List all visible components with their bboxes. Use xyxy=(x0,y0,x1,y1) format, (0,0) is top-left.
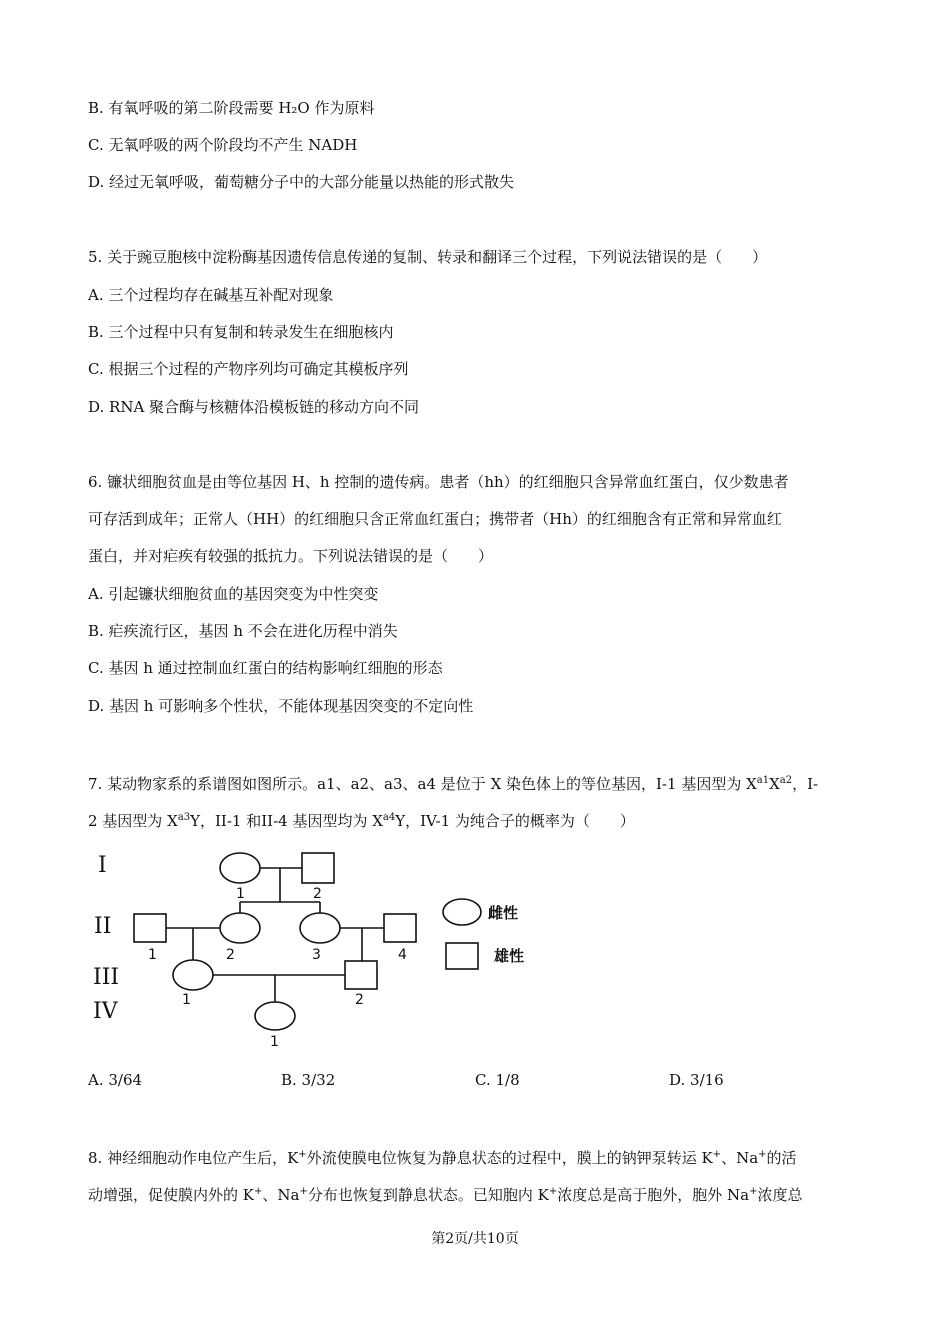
individual-ii-1-male xyxy=(134,914,166,942)
label-i-1: 1 xyxy=(236,886,245,902)
label-ii-1: 1 xyxy=(148,947,157,963)
q7-option-a: A. 3/64 xyxy=(88,1071,143,1089)
q7-stem-line1: 7. 某动物家系的系谱图如图所示。a1、a2、a3、a4 是位于 X 染色体上的等位基因，I-1 基因型为 $X^{a1}X^{a2}$，I- xyxy=(88,775,819,793)
gen-label-iii: III xyxy=(93,965,120,990)
individual-ii-2-female xyxy=(220,913,260,943)
legend-male-label: 雄性 xyxy=(494,947,525,965)
legend-female-symbol xyxy=(443,899,481,925)
q4-option-d: D. 经过无氧呼吸，葡萄糖分子中的大部分能量以热能的形式散失 xyxy=(88,173,515,191)
q5-stem: 5. 关于豌豆胞核中淀粉酶基因遗传信息传递的复制、转录和翻译三个过程，下列说法错误的是（ ） xyxy=(88,248,768,266)
individual-iii-1-female xyxy=(173,960,213,990)
q6-option-a: A. 引起镰状细胞贫血的基因突变为中性突变 xyxy=(88,585,379,603)
pedigree-diagram xyxy=(0,840,950,1060)
gen-label-iv: IV xyxy=(93,999,118,1024)
q5-option-b: B. 三个过程中只有复制和转录发生在细胞核内 xyxy=(88,323,394,341)
individual-i-1-female xyxy=(220,853,260,883)
gen-label-ii: II xyxy=(94,914,112,939)
legend-male-symbol xyxy=(446,943,478,969)
label-iii-2: 2 xyxy=(355,992,364,1008)
q6-option-b: B. 疟疾流行区，基因 h 不会在进化历程中消失 xyxy=(88,622,398,640)
q8-stem-line1: 8. 神经细胞动作电位产生后，K+外流使膜电位恢复为静息状态的过程中，膜上的钠钾泵转运 K+、Na+的活 xyxy=(88,1149,797,1167)
individual-ii-3-female xyxy=(300,913,340,943)
label-ii-4: 4 xyxy=(398,947,407,963)
q6-option-d: D. 基因 h 可影响多个性状，不能体现基因突变的不定向性 xyxy=(88,697,474,715)
q6-stem-line1: 6. 镰状细胞贫血是由等位基因 H、h 控制的遗传病。患者（hh）的红细胞只含异常血红蛋白，仅少数患者 xyxy=(88,473,789,491)
label-ii-2: 2 xyxy=(226,947,235,963)
q6-stem-line2: 可存活到成年；正常人（HH）的红细胞只含正常血红蛋白；携带者（Hh）的红细胞含有正常和异常血红 xyxy=(88,510,782,528)
q4-option-b: B. 有氧呼吸的第二阶段需要 H₂O 作为原料 xyxy=(88,99,375,117)
q5-option-a: A. 三个过程均存在碱基互补配对现象 xyxy=(88,286,334,304)
q8-stem-line2: 动增强，促使膜内外的 K+、Na+分布也恢复到静息状态。已知胞内 K+浓度总是高于胞外，胞外 Na+浓度总 xyxy=(88,1186,803,1204)
label-iii-1: 1 xyxy=(182,992,191,1008)
q7-option-d: D. 3/16 xyxy=(669,1071,724,1089)
q7-option-b: B. 3/32 xyxy=(281,1071,336,1089)
label-ii-3: 3 xyxy=(312,947,321,963)
individual-i-2-male xyxy=(302,853,334,883)
gen-label-i: I xyxy=(98,853,107,878)
page-footer: 第2页/共10页 xyxy=(431,1231,519,1247)
q5-option-d: D. RNA 聚合酶与核糖体沿模板链的移动方向不同 xyxy=(88,398,420,416)
legend-female-label: 雌性 xyxy=(488,904,519,922)
q7-option-c: C. 1/8 xyxy=(475,1071,520,1089)
q4-option-c: C. 无氧呼吸的两个阶段均不产生 NADH xyxy=(88,136,358,154)
q7-stem-line2: 2 基因型为 $X^{a3}Y$，II-1 和II-4 基因型均为 $X^{a4}Y$，IV-1 为纯合子的概率为（ ） xyxy=(88,812,635,830)
individual-iii-2-male xyxy=(345,961,377,989)
q5-option-c: C. 根据三个过程的产物序列均可确定其模板序列 xyxy=(88,360,409,378)
q6-stem-line3: 蛋白，并对疟疾有较强的抵抗力。下列说法错误的是（ ） xyxy=(88,547,494,565)
individual-iv-1-female xyxy=(255,1002,295,1030)
label-i-2: 2 xyxy=(313,886,322,902)
q6-option-c: C. 基因 h 通过控制血红蛋白的结构影响红细胞的形态 xyxy=(88,659,443,677)
label-iv-1: 1 xyxy=(270,1034,279,1050)
individual-ii-4-male xyxy=(384,914,416,942)
